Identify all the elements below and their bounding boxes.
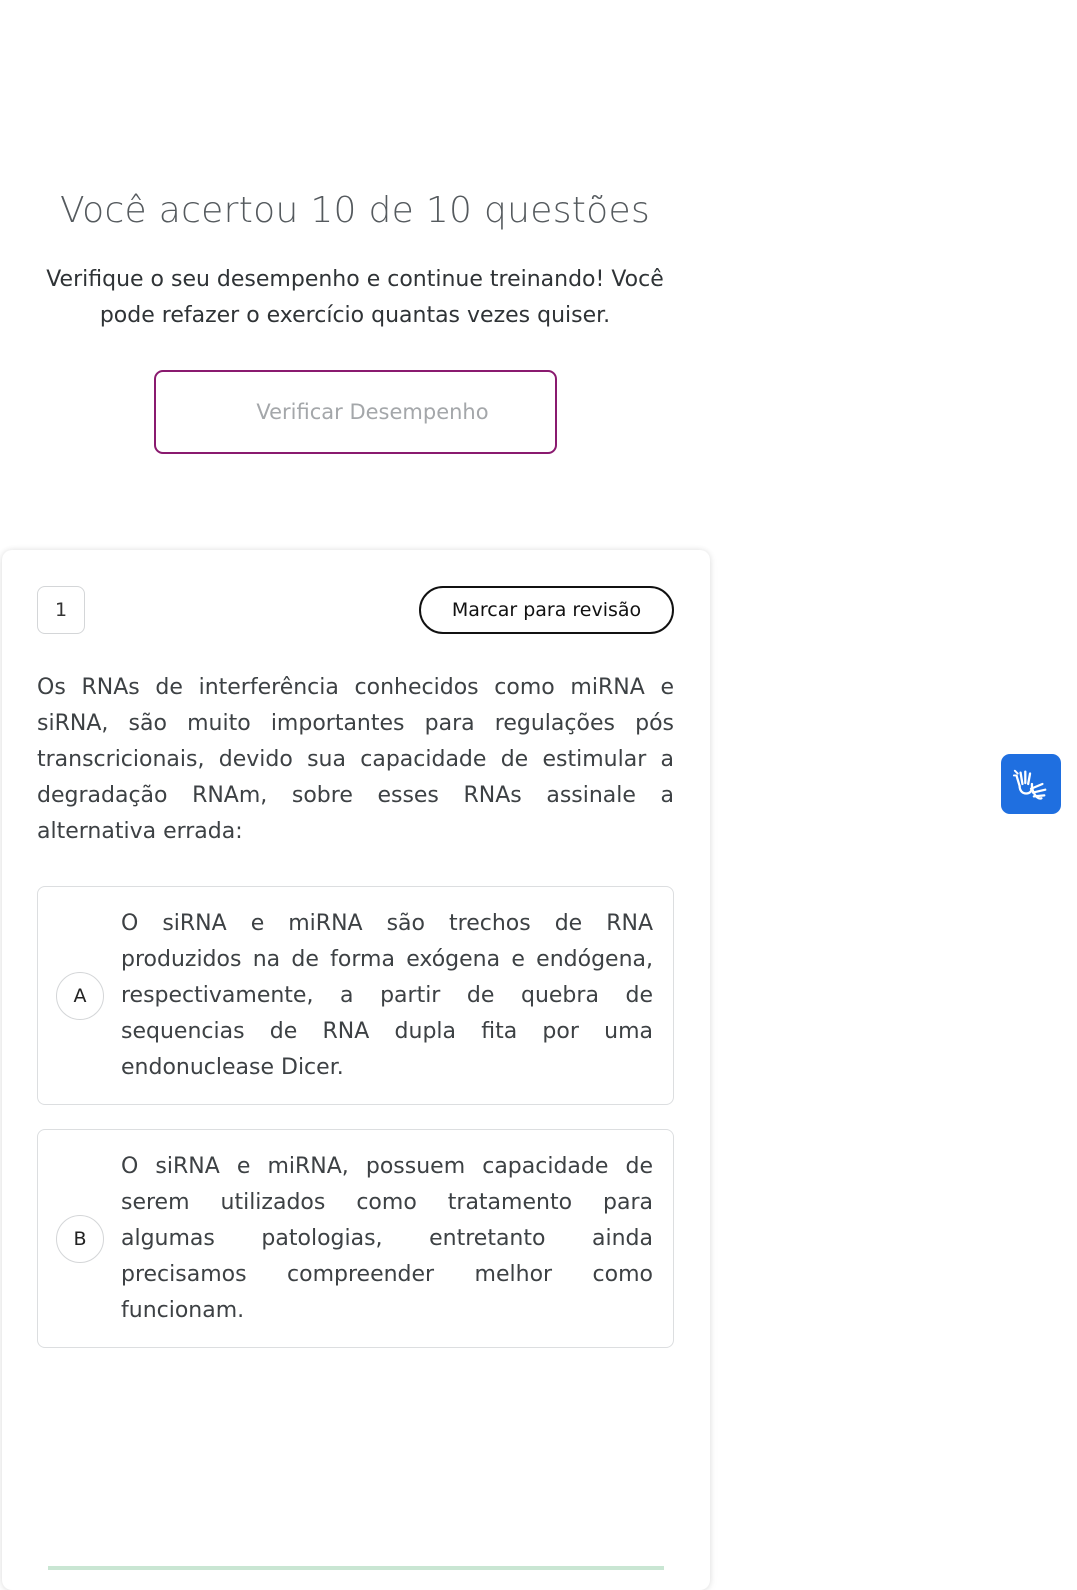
mark-for-review-button[interactable]: Marcar para revisão	[419, 586, 674, 634]
next-button-edge	[48, 1566, 664, 1570]
verify-performance-button[interactable]: Verificar Desempenho	[154, 370, 557, 454]
alternative-text: O siRNA e miRNA, possuem capacidade de serem utilizados como tratamento para algumas patologias, entretanto ainda precisamos compreender melhor como funcionam.	[121, 1154, 653, 1323]
question-number: 1	[37, 586, 85, 634]
sign-language-hands-icon	[1012, 765, 1050, 803]
result-title: Você acertou 10 de 10 questões	[59, 190, 650, 231]
alternative-b[interactable]	[37, 1129, 674, 1348]
alternative-letter: B	[56, 1215, 104, 1263]
accessibility-libras-button[interactable]	[1001, 754, 1061, 814]
question-text: Os RNAs de interferência conhecidos como miRNA e siRNA, são muito importantes para regulações pós transcricionais, devido sua capacidade de estimular a degradação RNAm, sobre esses RNAs assinale a alternativa errada:	[37, 675, 674, 844]
question-card	[2, 550, 710, 1590]
alternative-a[interactable]	[37, 886, 674, 1105]
result-subtitle: Verifique o seu desempenho e continue treinando! Você pode refazer o exercício quantas vezes quiser.	[46, 267, 664, 328]
alternative-letter: A	[56, 972, 104, 1020]
alternative-text: O siRNA e miRNA são trechos de RNA produzidos na de forma exógena e endógena, respectivamente, a partir de quebra de sequencias de RNA dupla fita por uma endonuclease Dicer.	[121, 911, 653, 1080]
